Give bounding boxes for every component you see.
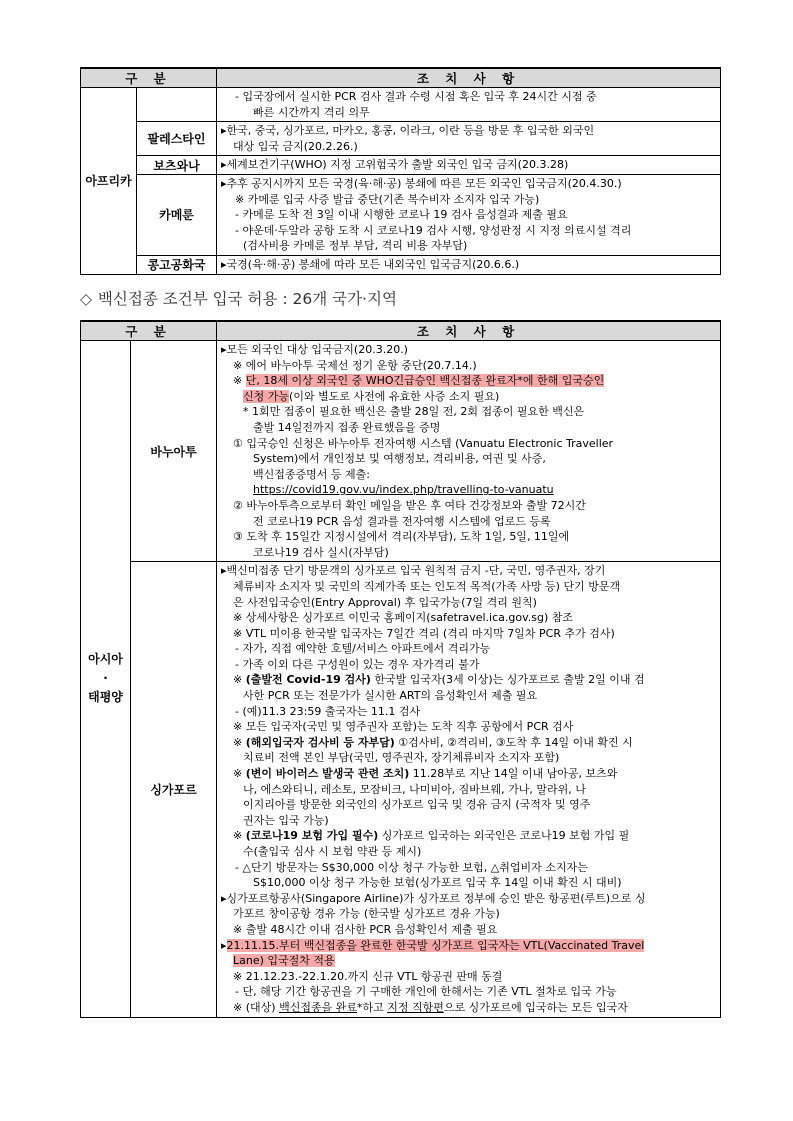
vanuatu-travel-link[interactable]: https://covid19.gov.vu/index.php/travelling-to-vanuatu [253, 483, 554, 497]
table-row [81, 255, 721, 274]
table-header-row [81, 68, 721, 88]
measures-cell-vanuatu: ▸모든 외국인 대상 입국금지(20.3.20.) ※ 에어 바누아투 국제선 정기 운항 중단(20.7.14.) ※ 단, 18세 이상 외국인 중 WHO긴급승인 백신접종 완료자*에 한해 입국승인 신청 가능(이와 별도로 사전에 유효한 사증 소지 필요) * 1회만 접종이 필요한 백신은 출발 28일 전, 2회 접종이 필요한 백신은 출발 14일전까지 접종 완료했음을 증명 ① 입국승인 신청은 바누아투 전자여행 시스템 (Vanuatu Electronic Traveller System)에서 개인정보 및 여행정보, 격리비용, 여권 및 사증, 백신접종증명서 등 제출: https://covid19.gov.vu/index.php/travelling-to-vanuatu ② 바누아투측으로부터 확인 메일을 받은 후 여타 건강정보와 출발 72시간 전 코로나19 PCR 음성 결과를 전자여행 시스템에 업로드 등록 ③ 도착 후 15일간 지정시설에서 격리(자부담), 도착 1일, 5일, 11일에 코로나19 검사 실시(자부담) [217, 341, 721, 562]
highlighted-text: 단, 18세 이상 외국인 중 WHO긴급승인 백신접종 완료자*에 한해 입국승인 [245, 374, 605, 388]
measures-table-asia-pacific [80, 320, 721, 1018]
country-cell-palestine: 팔레스타인 [137, 122, 217, 156]
measures-cell: ▸한국, 중국, 싱가포르, 마카오, 홍콩, 이라크, 이란 등을 방문 후 입국한 외국인 대상 입국 금지(20.2.26.) [217, 122, 721, 156]
table-row [81, 341, 721, 562]
measures-cell: ▸국경(육·해·공) 봉쇄에 따라 모든 내외국인 입국금지(20.6.6.) [217, 255, 721, 274]
table-row [81, 88, 721, 122]
table-row [81, 122, 721, 156]
section-heading [80, 287, 397, 309]
country-cell-cameroon: 카메룬 [137, 174, 217, 255]
highlighted-text: 21.11.15.부터 백신접종을 완료한 한국발 싱가포르 입국자는 VTL(Vaccinated Travel [226, 938, 645, 952]
country-cell-singapore: 싱가포르 [131, 562, 217, 1017]
measures-cell: ▸추후 공지시까지 모든 국경(육·해·공) 봉쇄에 따른 모든 외국인 입국금지(20.4.30.) ※ 카메룬 입국 사증 발급 중단(기존 복수비자 소지자 입국 가능) - 카메룬 도착 전 3일 이내 시행한 코로나 19 검사 음성결과 제출 필요 - 야운데·두알라 공항 도착 시 코로나19 검사 시행, 양성판정 시 지정 의료시설 격리 (검사비용 카메룬 정부 부담, 격리 비용 자부담) [217, 174, 721, 255]
header-measures: 조 치 사 항 [217, 321, 721, 341]
highlighted-text: 신청 가능 [243, 389, 290, 403]
measures-cell: ▸세계보건기구(WHO) 지정 고위험국가 출발 외국인 입국 금지(20.3.28) [217, 156, 721, 175]
table-row [81, 156, 721, 175]
diamond-icon: ◇ [80, 290, 92, 308]
country-cell-vanuatu: 바누아투 [131, 341, 217, 562]
measures-table-africa [80, 67, 721, 275]
table-row [81, 562, 721, 1017]
table-row [81, 174, 721, 255]
measures-cell: - 입국장에서 실시한 PCR 검사 결과 수령 시점 혹은 입국 후 24시간 시점 중 빠른 시간까지 격리 의무 [217, 88, 721, 122]
section-heading-text: 백신접종 조건부 입국 허용 : 26개 국가·지역 [97, 290, 397, 308]
region-cell-asia-pacific: 아시아 · 태평양 [81, 341, 131, 1018]
country-cell-botswana: 보츠와나 [137, 156, 217, 175]
header-category: 구 분 [81, 321, 217, 341]
header-measures: 조 치 사 항 [217, 68, 721, 88]
country-cell-continued [137, 88, 217, 122]
table-header-row [81, 321, 721, 341]
country-cell-congo: 콩고공화국 [137, 255, 217, 274]
header-category: 구 분 [81, 68, 217, 88]
highlighted-text: Lane) 입국절차 적용 [233, 954, 335, 968]
measures-cell-singapore: ▸백신미접종 단기 방문객의 싱가포르 입국 원칙적 금지 -단, 국민, 영주권자, 장기 체류비자 소지자 및 국민의 직계가족 또는 인도적 목적(가족 사망 등) 단기 방문객 은 사전입국승인(Entry Approval) 후 입국가능(7일 격리 원칙) ※ 상세사항은 싱가포르 이민국 홈페이지(safetravel.ica.gov.sg) 참조 ※ VTL 미이용 한국발 입국자는 7일간 격리 (격리 마지막 7일차 PCR 추가 검사) - 자가, 직접 예약한 호텔/서비스 아파트에서 격리가능 - 가족 이외 다른 구성원이 있는 경우 자가격리 불가 ※ (출발전 Covid-19 검사) 한국발 입국자(3세 이상)는 싱가포르로 출발 2일 이내 검 사한 PCR 또는 전문가가 실시한 ART의 음성확인서 제출 필요 - (예)11.3 23:59 출국자는 11.1 검사 ※ 모든 입국자(국민 및 영주권자 포함)는 도착 직후 공항에서 PCR 검사 ※ (해외입국자 검사비 등 자부담) ①검사비, ②격리비, ③도착 후 14일 이내 확진 시 치료비 전액 본인 부담(국민, 영주권자, 장기체류비자 소지자 포함) ※ (변이 바이러스 발생국 관련 조치) 11.28부로 지난 14일 이내 남아공, 보츠와 나, 에스와티니, 레소토, 모잠비크, 나미비아, 짐바브웨, 가나, 말라위, 나 이지리아를 방문한 외국인의 싱가포르 입국 및 경유 금지 (국적자 및 영주 권자는 입국 가능) ※ (코로나19 보험 가입 필수) 싱가포르 입국하는 외국인은 코로나19 보험 가입 필 수(출입국 심사 시 보험 약관 등 제시) - △단기 방문자는 S$30,000 이상 청구 가능한 보험, △취업비자 소지자는 S$10,000 이상 청구 가능한 보험(싱가포르 입국 후 14일 이내 확진 시 대비) ▸싱가포르항공사(Singapore Airline)가 싱가포르 정부에 승인 받은 항공편(루트)으로 싱 가포르 창이공항 경유 가능 (한국발 싱가포르 경유 가능) ※ 출발 48시간 이내 검사한 PCR 음성확인서 제출 필요 ▸21.11.15.부터 백신접종을 완료한 한국발 싱가포르 입국자는 VTL(Vaccinated Travel Lane) 입국절차 적용 ※ 21.12.23.-22.1.20.까지 신규 VTL 항공권 판매 동결 - 단, 해당 기간 항공권을 기 구매한 개인에 한해서는 기존 VTL 절차로 입국 가능 ※ (대상) 백신접종을 완료*하고 지정 직항편으로 싱가포르에 입국하는 모든 입국자 [217, 562, 721, 1017]
region-cell-africa: 아프리카 [81, 88, 137, 275]
